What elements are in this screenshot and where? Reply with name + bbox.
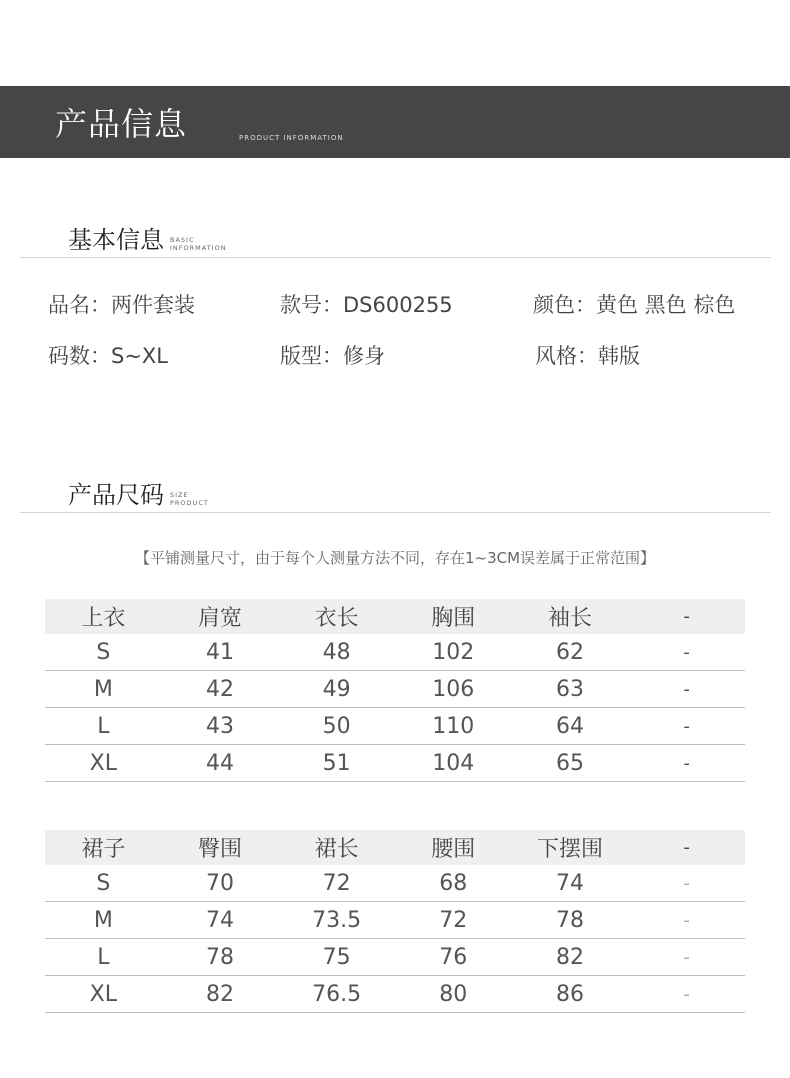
table-row [45,708,745,745]
size-sub2: PRODUCT [170,499,209,507]
basic-info-heading [68,226,227,254]
table-cell: 63 [512,671,629,708]
table-cell: 43 [162,708,279,745]
table-cell: - [628,708,745,745]
table-cell: 78 [512,902,629,939]
info-fit: 版型：修身 [280,344,385,368]
table-row [45,745,745,782]
table-header-row [45,599,745,634]
table-row [45,865,745,902]
table-cell: 72 [278,865,395,902]
table-cell: 74 [162,902,279,939]
basic-info-sub1: BASIC [170,236,195,244]
banner-subtitle: PRODUCT INFORMATION [239,134,344,142]
table-cell: L [45,939,162,976]
size-subtitle [170,491,209,507]
basic-info-sub2: INFORMATION [170,244,227,252]
table-cell: 80 [395,976,512,1013]
table-cell: - [628,634,745,671]
table-cell: 68 [395,865,512,902]
table-cell: 106 [395,671,512,708]
header-cell: 胸围 [395,599,512,634]
table-cell: 41 [162,634,279,671]
table-cell: 74 [512,865,629,902]
table-cell: 42 [162,671,279,708]
header-cell: 袖长 [512,599,629,634]
size-heading [68,481,209,509]
table-cell: 64 [512,708,629,745]
table-cell: 104 [395,745,512,782]
header-banner [0,86,790,158]
table-cell: XL [45,745,162,782]
basic-info-title: 基本信息 [68,226,164,254]
header-cell: - [628,599,745,634]
table-cell: 82 [162,976,279,1013]
header-cell: - [628,830,745,865]
table-cell: M [45,671,162,708]
table-cell: - [628,865,745,902]
table-cell: - [628,976,745,1013]
table-row [45,902,745,939]
table-cell: 78 [162,939,279,976]
table-cell: 49 [278,671,395,708]
table-cell: S [45,865,162,902]
info-product-name: 品名：两件套装 [48,293,195,317]
table-cell: - [628,902,745,939]
table-cell: XL [45,976,162,1013]
table-row [45,634,745,671]
info-style-number: 款号：DS600255 [280,293,453,317]
header-cell: 下摆围 [512,830,629,865]
table-cell: M [45,902,162,939]
table-cell: - [628,939,745,976]
table-cell: 62 [512,634,629,671]
header-cell: 裙子 [45,830,162,865]
table-cell: 44 [162,745,279,782]
top-size-table [45,599,745,782]
table-cell: 48 [278,634,395,671]
table-cell: 82 [512,939,629,976]
table-row [45,671,745,708]
table-cell: 72 [395,902,512,939]
table-cell: - [628,671,745,708]
table-cell: 51 [278,745,395,782]
table-cell: - [628,745,745,782]
size-title: 产品尺码 [68,481,164,509]
table-cell: 75 [278,939,395,976]
banner-title: 产品信息 [55,105,188,143]
table-cell: 50 [278,708,395,745]
table-cell: 76 [395,939,512,976]
table-row [45,939,745,976]
info-style: 风格：韩版 [535,344,640,368]
header-cell: 衣长 [278,599,395,634]
table-row [45,976,745,1013]
table-cell: 86 [512,976,629,1013]
info-colors: 颜色：黄色 黑色 棕色 [533,293,736,317]
size-sub1: SIZE [170,491,189,499]
header-cell: 裙长 [278,830,395,865]
header-cell: 上衣 [45,599,162,634]
table-cell: S [45,634,162,671]
table-cell: 65 [512,745,629,782]
size-divider [20,512,771,513]
header-cell: 肩宽 [162,599,279,634]
table-header-row [45,830,745,865]
header-cell: 臀围 [162,830,279,865]
info-sizes: 码数：S~XL [48,344,169,368]
table-cell: 70 [162,865,279,902]
basic-info-subtitle [170,236,227,252]
table-cell: 76.5 [278,976,395,1013]
skirt-size-table [45,830,745,1013]
table-cell: 102 [395,634,512,671]
table-cell: L [45,708,162,745]
basic-info-divider [20,257,771,258]
table-cell: 110 [395,708,512,745]
table-cell: 73.5 [278,902,395,939]
header-cell: 腰围 [395,830,512,865]
measurement-note: 【平铺测量尺寸，由于每个人测量方法不同，存在1~3CM误差属于正常范围】 [134,549,656,567]
